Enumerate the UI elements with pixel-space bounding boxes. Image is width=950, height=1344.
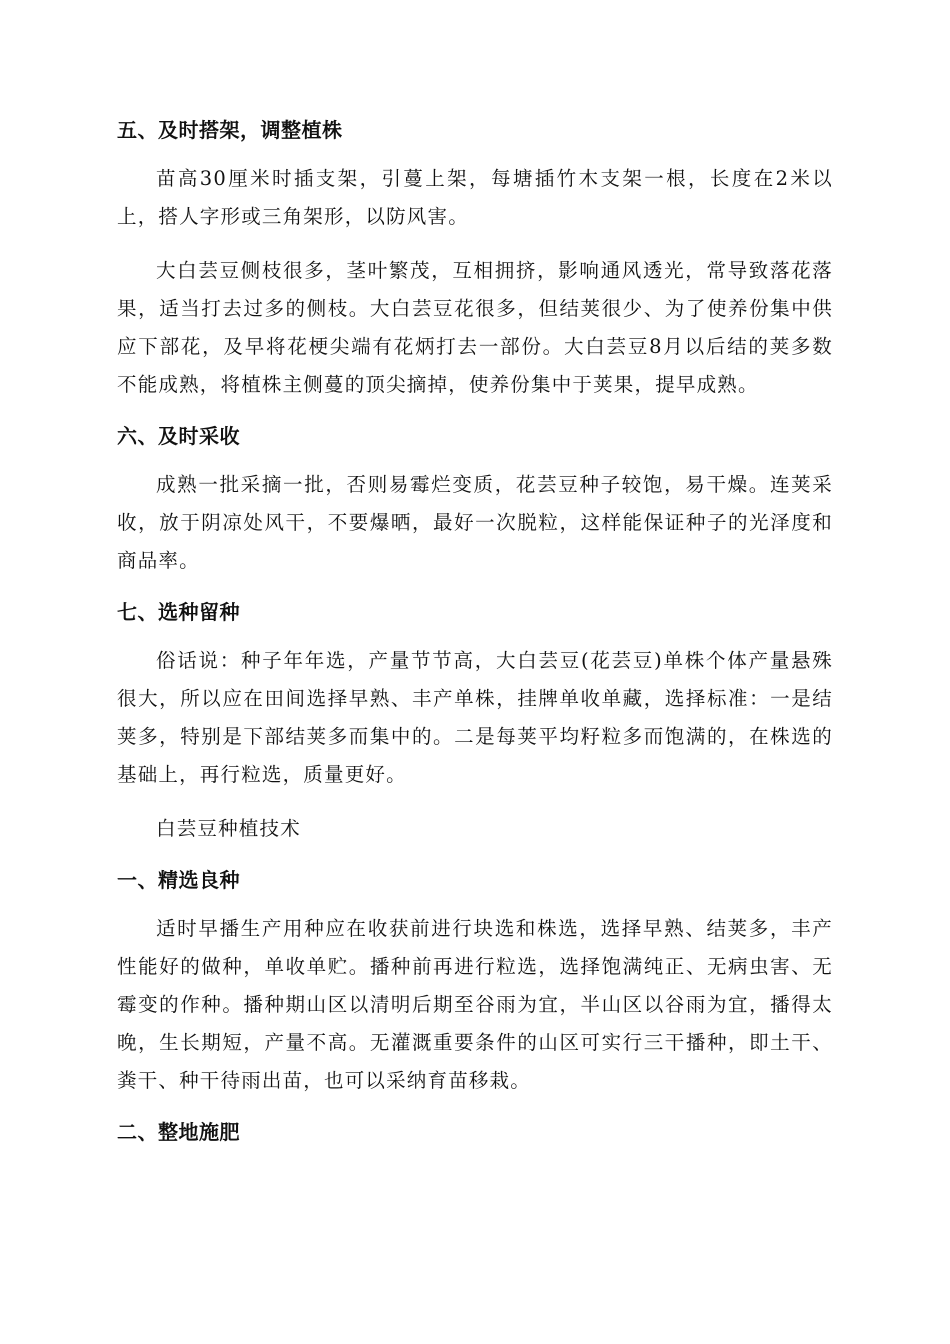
section-heading: 六、及时采收 [117, 424, 240, 448]
paragraph: 适时早播生产用种应在收获前进行块选和株选，选择早熟、结荚多，丰产性能好的做种，单收单贮。播种前再进行粒选，选择饱满纯正、无病虫害、无霉变的作种。播种期山区以清明后期至谷雨为宜，半山区以谷雨为宜，播得太晚，生长期短，产量不高。无灌溉重要条件的山区可实行三干播种，即土干、粪干、种干待雨出苗，也可以采纳育苗移栽。 [117, 917, 833, 1092]
section-heading: 七、选种留种 [117, 600, 240, 624]
paragraph: 苗高30厘米时插支架，引蔓上架，每塘插竹木支架一根，长度在2米以上，搭人字形或三角架形，以防风害。 [117, 167, 833, 228]
paragraph: 大白芸豆侧枝很多，茎叶繁茂，互相拥挤，影响通风透光，常导致落花落果，适当打去过多的侧枝。大白芸豆花很多，但结荚很少、为了使养份集中供应下部花，及早将花梗尖端有花炳打去一部份。大白芸豆8月以后结的荚多数不能成熟，将植株主侧蔓的顶尖摘掉，使养份集中于荚果，提早成熟。 [117, 259, 833, 396]
paragraph: 俗话说：种子年年选，产量节节高，大白芸豆(花芸豆)单株个体产量悬殊很大，所以应在田间选择早熟、丰产单株，挂牌单收单藏，选择标准：一是结荚多，特别是下部结荚多而集中的。二是每荚平均籽粒多而饱满的，在株选的基础上，再行粒选，质量更好。 [117, 649, 833, 786]
section-heading: 二、整地施肥 [117, 1120, 240, 1144]
section-heading: 五、及时搭架，调整植株 [117, 118, 343, 142]
document-body [117, 114, 833, 1148]
paragraph: 成熟一批采摘一批，否则易霉烂变质，花芸豆种子较饱，易干燥。连荚采收，放于阴凉处风干，不要爆晒，最好一次脱粒，这样能保证种子的光泽度和商品率。 [117, 473, 833, 572]
section-heading: 一、精选良种 [117, 868, 240, 892]
document-subtitle: 白芸豆种植技术 [156, 817, 301, 840]
